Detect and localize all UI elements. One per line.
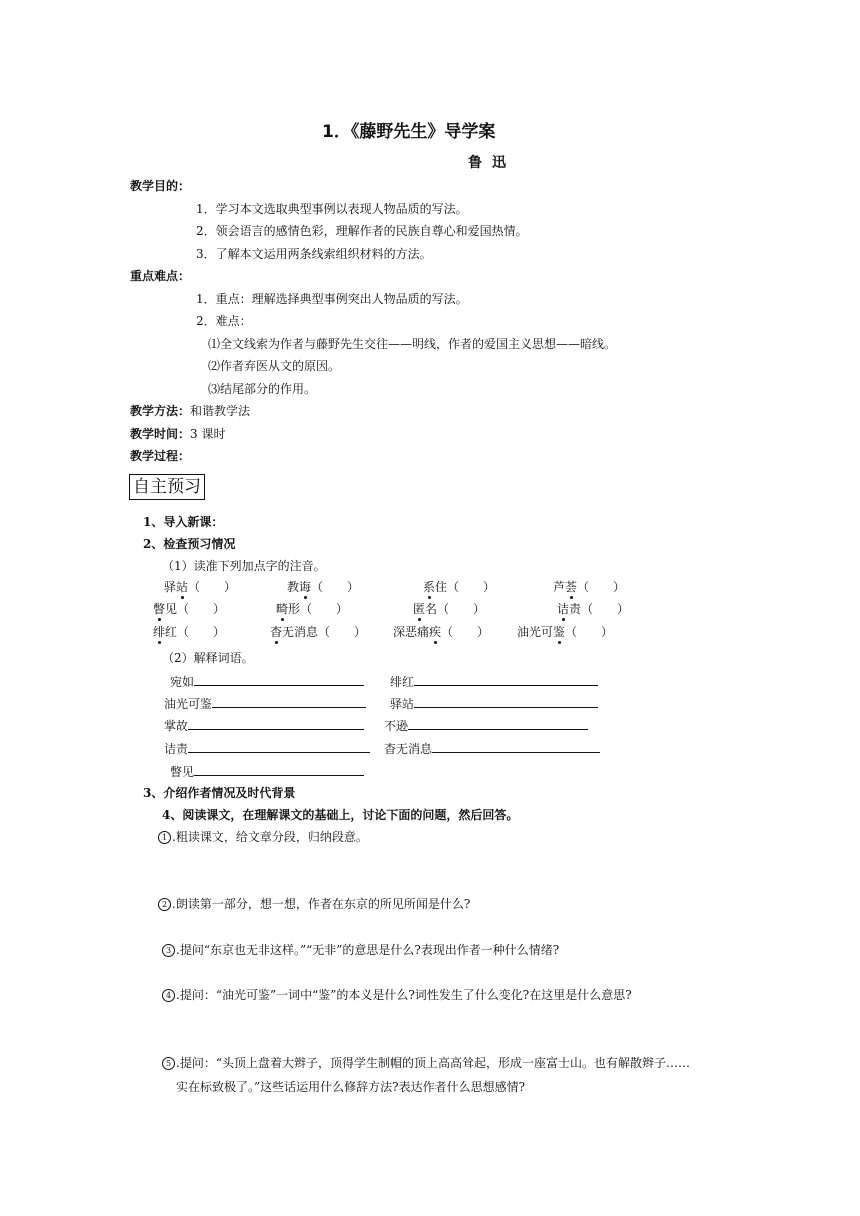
process-label: 教学过程：: [130, 449, 191, 463]
question-2: 2 .朗读第一部分，想一想，作者在东京的所见所闻是什么?: [158, 896, 470, 912]
method-row: [130, 403, 250, 419]
section-heading: 自主预习: [129, 474, 205, 500]
page-title: 1．《藤野先生》导学案: [322, 122, 496, 142]
number-circle: 1: [158, 831, 171, 844]
time-row: [130, 426, 225, 442]
number-circle: 2: [158, 898, 171, 911]
step-2: 2、检查预习情况: [143, 537, 236, 551]
difficulty-sub-3: ⑶结尾部分的作用。: [208, 382, 317, 396]
pinyin-word: 油光可鉴（ ）: [517, 625, 614, 639]
pinyin-word: 畸形（ ）: [276, 602, 349, 616]
explain-word: 诘责: [164, 740, 370, 757]
question-3: 3 .提问“东京也无非这样。”“无非”的意思是什么?表现出作者一种什么情绪?: [162, 942, 559, 958]
number-circle: 3: [162, 944, 175, 957]
keypoints-label: 重点难点：: [130, 269, 191, 283]
pinyin-word: 教诲（ ）: [287, 580, 360, 594]
explain-word: 绯红: [390, 673, 598, 690]
goal-item-1: 1．学习本文选取典型事例以表现人物品质的写法。: [196, 202, 468, 216]
explain-word: 瞥见: [170, 763, 364, 780]
explain-word: 掌故: [164, 717, 364, 734]
author-name: 鲁迅: [468, 155, 516, 171]
question-5: 5 .提问：“头顶上盘着大辫子，顶得学生制帽的顶上高高耸起，形成一座富士山。也有解散辫子……: [162, 1055, 690, 1071]
goal-item-3: 3．了解本文运用两条线索组织材料的方法。: [196, 247, 432, 261]
explain-word: 不逊: [384, 717, 588, 734]
question-4: 4 .提问：“油光可鉴”一词中“鉴”的本义是什么?词性发生了什么变化?在这里是什么意思?: [162, 987, 632, 1003]
goal-item-2: 2．领会语言的感情色彩，理解作者的民族自尊心和爱国热情。: [196, 224, 528, 238]
difficulty-sub-1: ⑴全文线索为作者与藤野先生交往——明线，作者的爱国主义思想——暗线。: [208, 337, 617, 351]
pinyin-word: 杳无消息（ ）: [270, 625, 367, 639]
pinyin-word: 系住（ ）: [423, 580, 496, 594]
method-value: 和谐教学法: [190, 404, 251, 418]
pinyin-word: 驿站（ ）: [164, 580, 237, 594]
time-value: 3 课时: [190, 427, 226, 441]
keypoint-difficulty: 2．难点：: [196, 314, 252, 328]
step-3: 3、介绍作者情况及时代背景: [143, 786, 296, 800]
step-4: 4、阅读课文，在理解课文的基础上，讨论下面的问题，然后回答。: [162, 808, 519, 822]
question-5-continued: 实在标致极了。”这些话运用什么修辞方法?表达作者什么思想感情?: [176, 1080, 526, 1094]
time-label: 教学时间：: [130, 427, 191, 441]
step-1: 1、导入新课：: [143, 515, 224, 529]
explain-word: 杳无消息: [384, 740, 600, 757]
method-label: 教学方法：: [130, 404, 191, 418]
pinyin-word: 芦荟（ ）: [553, 580, 626, 594]
explain-instruction: （2）解释词语。: [162, 651, 254, 665]
question-1: 1 .粗读课文，给文章分段，归纳段意。: [158, 829, 368, 845]
number-circle: 5: [162, 1057, 175, 1070]
pinyin-word: 深恶痛疾（ ）: [393, 625, 490, 639]
number-circle: 4: [162, 989, 175, 1002]
explain-word: 油光可鉴: [164, 695, 366, 712]
pinyin-word: 诘责（ ）: [557, 602, 630, 616]
pinyin-instruction: （1）读准下列加点字的注音。: [162, 559, 326, 573]
explain-word: 宛如: [170, 673, 364, 690]
pinyin-word: 匿名（ ）: [413, 602, 486, 616]
goals-label: 教学目的：: [130, 179, 191, 193]
pinyin-word: 瞥见（ ）: [153, 602, 226, 616]
pinyin-word: 绯红（ ）: [153, 625, 226, 639]
difficulty-sub-2: ⑵作者弃医从文的原因。: [208, 359, 341, 373]
keypoint-focus: 1．重点：理解选择典型事例突出人物品质的写法。: [196, 292, 468, 306]
explain-word: 驿站: [390, 695, 598, 712]
